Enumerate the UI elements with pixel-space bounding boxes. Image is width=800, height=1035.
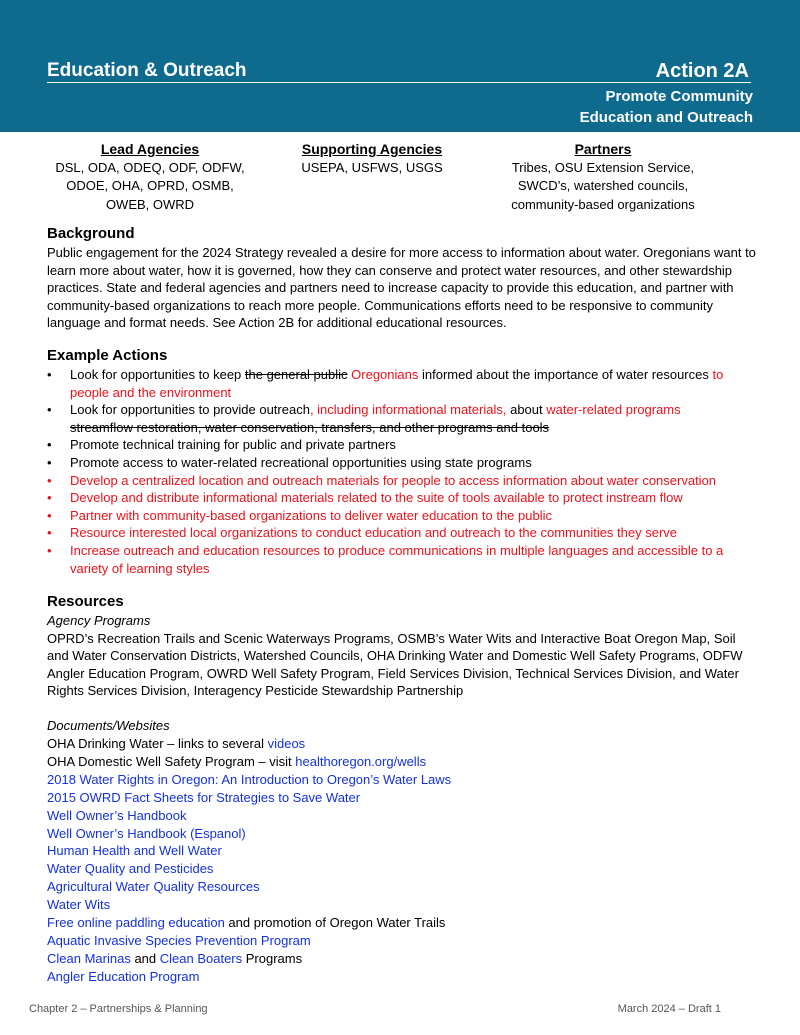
- partners-line: SWCD’s, watershed councils,: [517, 178, 689, 193]
- supporting-agencies-heading: Supporting Agencies: [301, 141, 443, 157]
- item-text: informed about the importance of water resources: [418, 366, 713, 382]
- doc-text: OHA Domestic Well Safety Program – visit: [47, 753, 296, 769]
- inserted-text: , including informational materials,: [309, 402, 507, 418]
- water-rights-link[interactable]: 2018 Water Rights in Oregon: An Introduction to Oregon’s Water Laws: [47, 771, 452, 787]
- human-health-well-water-link[interactable]: Human Health and Well Water: [47, 843, 222, 859]
- action-number: Action 2A: [655, 60, 749, 82]
- supporting-agencies: [288, 140, 456, 177]
- videos-link[interactable]: videos: [267, 735, 306, 751]
- list-item: • Promote technical training for public and private partners: [70, 436, 757, 454]
- list-item: • Resource interested local organizations to conduct education and outreach to the communities they serve: [70, 524, 757, 542]
- list-item: • Develop a centralized location and outreach materials for people to access information about water conservation: [70, 472, 757, 490]
- header-title-row: [47, 60, 751, 83]
- item-text: Look for opportunities to keep: [70, 366, 245, 382]
- header-banner: [0, 0, 800, 132]
- list-item: [70, 366, 757, 401]
- doc-line: [47, 914, 757, 932]
- list-item: • Promote access to water-related recreational opportunities using state programs: [70, 454, 757, 472]
- angler-education-link[interactable]: Angler Education Program: [47, 968, 200, 984]
- partners-heading: Partners: [574, 141, 632, 157]
- inserted-text: to people and the environment: [70, 366, 724, 400]
- list-item: • Increase outreach and education resources to produce communications in multiple languages and accessible to a variety of learning styles: [70, 542, 757, 577]
- subtitle-line-2: Education and Outreach: [579, 109, 753, 126]
- doc-text: and: [130, 950, 160, 966]
- partners-line: community-based organizations: [511, 196, 695, 212]
- list-item: • Partner with community-based organizations to deliver water education to the public: [70, 507, 757, 525]
- doc-line: [47, 753, 757, 771]
- list-item: [70, 401, 757, 436]
- doc-line: [47, 735, 757, 753]
- agricultural-water-quality-link[interactable]: Agricultural Water Quality Resources: [47, 879, 260, 895]
- well-owners-handbook-link[interactable]: Well Owner’s Handbook: [47, 807, 187, 823]
- footer-left: Chapter 2 – Partnerships & Planning: [29, 1003, 208, 1015]
- action-subtitle: [580, 86, 753, 128]
- example-actions-heading: Example Actions: [47, 346, 168, 364]
- clean-boaters-link[interactable]: Clean Boaters: [159, 950, 243, 966]
- deleted-text: the general public: [244, 366, 348, 382]
- resources-heading: Resources: [47, 593, 124, 611]
- doc-line: [47, 950, 757, 968]
- doc-text: and promotion of Oregon Water Trails: [224, 915, 446, 931]
- background-text: Public engagement for the 2024 Strategy revealed a desire for more access to information about water. Oregonians want to learn more about water, how it is governed, how they can conserve and protect water resources, and other stewardship practices. State and federal agencies and partners need to increase capacity to provide this education, and partner with community-based organizations to reach more people. Communications efforts need to be responsive to community language and format needs. See Action 2B for additional educational resources.: [47, 245, 756, 331]
- inserted-text: Oregonians: [351, 366, 419, 382]
- supporting-agencies-line: USEPA, USFWS, USGS: [301, 159, 443, 175]
- background-heading: Background: [47, 225, 135, 242]
- footer-right: March 2024 – Draft 1: [617, 1003, 721, 1015]
- clean-marinas-link[interactable]: Clean Marinas: [47, 950, 131, 966]
- doc-text: Programs: [242, 950, 303, 966]
- subtitle-line-1: Promote Community: [605, 88, 753, 105]
- example-actions-list: [47, 366, 757, 577]
- aquatic-invasive-species-link[interactable]: Aquatic Invasive Species Prevention Program: [47, 932, 311, 948]
- healthoregon-wells-link[interactable]: healthoregon.org/wells: [295, 753, 427, 769]
- main-content: [47, 224, 757, 986]
- section-title: Education & Outreach: [47, 60, 247, 81]
- documents-websites: [47, 717, 757, 986]
- agency-programs-heading: Agency Programs: [47, 613, 151, 629]
- inserted-text: water-related programs: [546, 402, 681, 418]
- fact-sheets-link[interactable]: 2015 OWRD Fact Sheets for Strategies to Save Water: [47, 789, 361, 805]
- item-text: about: [506, 402, 547, 418]
- documents-heading: Documents/Websites: [47, 718, 170, 734]
- water-wits-link[interactable]: Water Wits: [47, 897, 111, 913]
- well-owners-handbook-espanol-link[interactable]: Well Owner’s Handbook (Espanol): [47, 825, 246, 841]
- deleted-text: streamflow restoration, water conservation, transfers, and other programs and tools: [70, 419, 550, 435]
- lead-agencies-line: ODOE, OHA, OPRD, OSMB,: [66, 178, 234, 193]
- partners: [498, 140, 708, 214]
- lead-agencies-line: OWEB, OWRD: [105, 196, 195, 212]
- doc-text: OHA Drinking Water – links to several: [47, 735, 268, 751]
- lead-agencies-heading: Lead Agencies: [100, 141, 200, 157]
- paddling-education-link[interactable]: Free online paddling education: [47, 915, 225, 931]
- agency-programs-text: OPRD’s Recreation Trails and Scenic Waterways Programs, OSMB’s Water Wits and Interactive Boat Oregon Map, Soil and Water Conservation Districts, Watershed Councils, OHA Drinking Water and Domestic Well Safety Programs, ODFW Angler Education Program, OWRD Well Safety Program, Field Services Division, Technical Services Division, and Water Rights Services Division, Interagency Pesticide Stewardship Partnership: [47, 630, 743, 699]
- lead-agencies: [52, 140, 248, 214]
- lead-agencies-line: DSL, ODA, ODEQ, ODF, ODFW,: [55, 159, 245, 175]
- water-quality-pesticides-link[interactable]: Water Quality and Pesticides: [47, 861, 214, 877]
- list-item: • Develop and distribute informational materials related to the suite of tools available to protect instream flow: [70, 489, 757, 507]
- partners-line: Tribes, OSU Extension Service,: [511, 159, 695, 175]
- item-text: Look for opportunities to provide outreach: [70, 402, 310, 418]
